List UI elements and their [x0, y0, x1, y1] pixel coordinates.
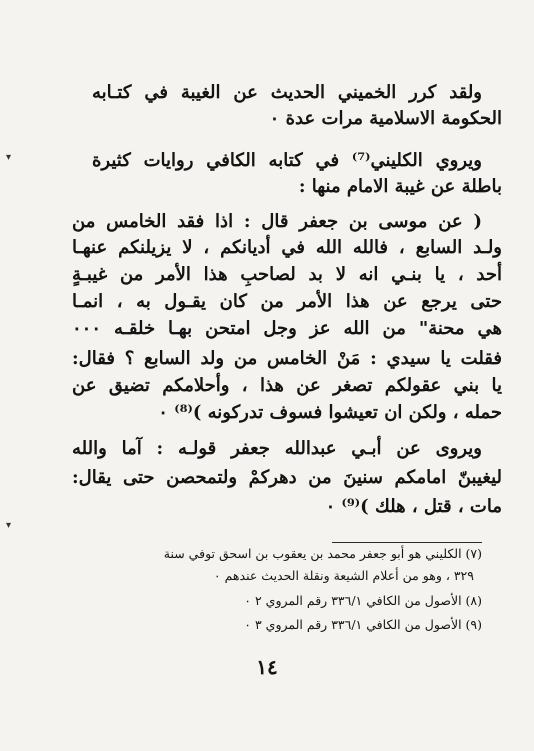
- footnote-8: (٨) الأصول من الكافي ٣٣٦/١ رقم المروي ٢ ٠: [244, 593, 482, 608]
- margin-mark: ▾: [6, 152, 12, 163]
- footnote-7-cont: ٣٢٩ ، وهو من أعلام الشيعة ونقلة الحديث عندهم ٠: [213, 568, 474, 583]
- text-line: يا بني عقولكم تصغر عن هذا ، وأحلامكم تضيق عن: [72, 375, 502, 396]
- footnote-9: (٩) الأصول من الكافي ٣٣٦/١ رقم المروي ٣ ٠: [244, 617, 482, 632]
- text-line: الحكومة الاسلامية مرات عدة ٠: [269, 108, 502, 129]
- text-line: حتى يرجع عن هذا الأمر من كان يقـول به ، انمـا: [72, 291, 502, 312]
- text-line: ( عن موسى بن جعفر قال : اذا فقد الخامس من: [72, 211, 482, 232]
- text-line: ولـد السابع ، فالله الله في أديانكم ، لا يزيلنكم عنهـا: [72, 237, 502, 258]
- text-line: باطلة عن غيبة الامام منها :: [298, 176, 502, 197]
- page-number: ١٤: [256, 655, 278, 679]
- text-line: ويروي الكليني⁽⁷⁾ في كتابه الكافي روايات كثيرة: [92, 150, 483, 171]
- footnote-7: (٧) الكليني هو أبو جعفر محمد بن يعقوب بن اسحق توفي سنة: [163, 546, 482, 561]
- text-line: أحد ، يا بنـي انه لا بد لصاحبِ هذا الأمر من غيبـةٍ: [72, 264, 502, 285]
- text-line: ويروى عن أبـي عبدالله جعفر قولـه : آما والله: [72, 438, 482, 459]
- text-line: هي محنة" من الله عز وجل امتحن بهـا خلقـه ٠٠٠: [72, 318, 502, 339]
- text-line: فقلت يا سيدي : مَنْ الخامس من ولد السابع ؟ فقال:: [72, 348, 502, 369]
- margin-mark: ▾: [6, 520, 12, 531]
- text-line: ولقد كرر الخميني الحديث عن الغيبة في كتـابه: [92, 82, 482, 103]
- text-line: حمله ، ولكن ان تعيشوا فسوف تدركونه )⁽⁸⁾ ٠: [158, 402, 502, 423]
- text-line: ليغيبنّ امامكم سنينَ من دهركمْ ولتمحصن حتى يقال:: [72, 467, 502, 488]
- text-line: مات ، قتل ، هلك )⁽⁹⁾ ٠: [325, 496, 502, 517]
- footnote-separator: [332, 542, 482, 543]
